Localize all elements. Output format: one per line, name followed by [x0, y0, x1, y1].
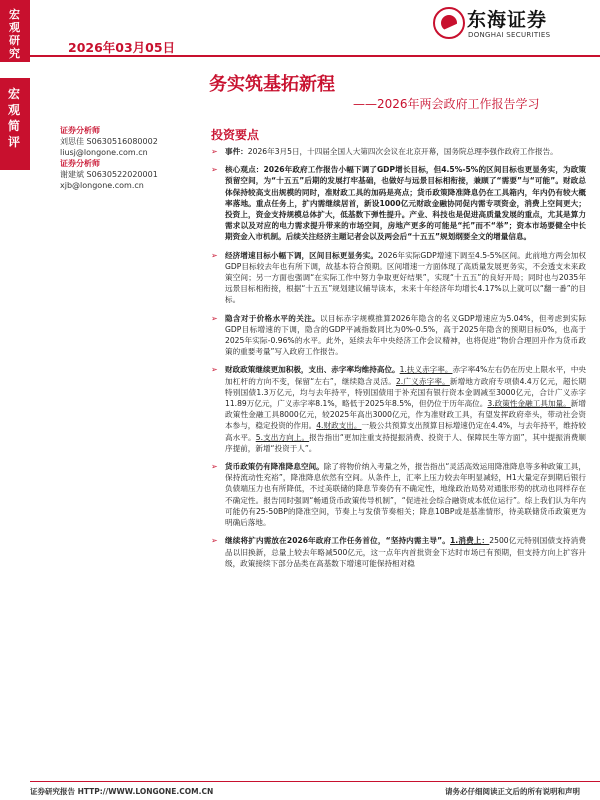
logo-mark-icon [433, 7, 465, 39]
paragraph-lead: 核心观点： [225, 165, 264, 175]
paragraph-lead: 隐含对于价格水平的关注。 [225, 313, 320, 323]
analyst-label: 证券分析师 [60, 126, 100, 135]
arrow-bullet-icon: ➢ [211, 536, 218, 546]
arrow-bullet-icon: ➢ [211, 250, 218, 260]
analyst-2 [60, 158, 200, 191]
paragraph-domestic-demand [211, 535, 586, 569]
analyst-name: 谢建斌 S0630522020001 [60, 170, 158, 179]
analyst-email[interactable]: liusj@longone.com.cn [60, 148, 148, 157]
side-label-main: 宏观简评 [8, 87, 21, 149]
paragraph-text: 以目标赤字规模推算2026年隐含的名义GDP增速应为5.04%，但考虑到实际GDP目标增速的下调，隐含的GDP平减指数同比为0%-0.5%，高于2025年隐含的预期目标0%，也高于2025年实际-0.96%的水平。此外，延续去年中央经济工作会议精神，也将促进“物价合理回升作为货币政策的重要考量”写入政府工作报告。 [225, 313, 586, 357]
paragraph-lead: 继续将扩内需放在2026年政府工作任务首位，“坚持内需主导”。 [225, 536, 451, 546]
arrow-bullet-icon: ➢ [211, 365, 218, 375]
paragraph-text: 2026年3月5日，十四届全国人大第四次会议在北京开幕，国务院总理李强作政府工作报告。 [247, 147, 558, 156]
paragraph-lead: 货币政策仍有降准降息空间。 [225, 462, 324, 472]
paragraph-text: 除了将物价纳入考量之外，报告指出“灵活高效运用降准降息等多种政策工具，保持流动性充裕”，降准降息依然有空间。从条件上，汇率上压力较去年明显减轻，H1大量定存到期后银行负债端压力也有所降低，不过美联储的降息节奏仍有不确定性，地缘政治局势对通胀形势的扰动也同样存在不确定性。报告同时强调“畅通货币政策传导机制”，“促进社会综合融资成本低位运行”。综上我们认为年内可能仍有25-50BP的降准空间，节奏上与发债节奏相关；降息10BP或是基准情形，待美联储货币政策更为明确后落地。 [225, 462, 586, 528]
paragraph-text: 2026年实际GDP增速下调至4.5-5%区间。此前地方两会加权GDP目标较去年也有所下调，故基本符合预期。区间增速一方面体现了高质量发展更务实，不会透支未来政策空间；另一方面也强调“在实际工作中努力争取更好结果”，实现“十五五”的良好开局；同时也与2035年远景目标相衔接，根据“十五五”规划建议辅导读本，未来十年经济年均增长4.17%以上就可以“翻一番”的目标。 [225, 250, 586, 305]
paragraph-monetary-policy [211, 461, 586, 528]
paragraph-lead: 事件： [225, 147, 248, 156]
logo-name-en: DONGHAI SECURITIES [468, 31, 551, 39]
item-label: 4.财政支出。 [316, 421, 362, 431]
footer-rule [30, 781, 600, 782]
arrow-bullet-icon: ➢ [211, 165, 218, 175]
item-label: 1.扶义赤字率。 [399, 365, 453, 375]
paragraph-fiscal-policy [211, 364, 586, 454]
header-rule [30, 55, 600, 57]
section-title: 投资要点 [211, 128, 260, 142]
paragraph-core-view [211, 164, 586, 242]
paragraph-event [211, 146, 586, 157]
item-label: 5.支出方向上。 [255, 432, 310, 442]
company-logo [433, 5, 593, 45]
arrow-bullet-icon: ➢ [211, 147, 218, 156]
analyst-label: 证券分析师 [60, 159, 100, 168]
analyst-email[interactable]: xjb@longone.com.cn [60, 181, 144, 190]
arrow-bullet-icon: ➢ [211, 462, 218, 472]
item-text: 报告指出“更加注重支持提振消费、投资于人、保障民生等方面”，其中提振消费顺序提前，新增“投资于人”。 [225, 432, 586, 453]
item-text: 赤字率4%左右仍在历史上限水平，中央加杠杆的方向不变，保留“左右”，继续隐含灵活。 [225, 365, 586, 386]
report-date: 2026年03月05日 [68, 40, 176, 55]
item-label: 3.政策性金融工具加量。 [487, 399, 571, 409]
analyst-block [60, 125, 200, 191]
paragraph-lead: 经济增速目标小幅下调，区间目标更显务实。 [225, 250, 379, 260]
footer-website[interactable]: 证券研究报告 HTTP://WWW.LONGONE.COM.CN [30, 787, 214, 796]
side-label-top: 宏观研究 [9, 8, 20, 60]
analyst-1 [60, 125, 200, 158]
item-label: 1.消费上： [450, 536, 490, 546]
paragraph-price-level [211, 313, 586, 358]
report-body [211, 146, 586, 780]
item-text: 新增地方政府专项债4.4万亿元，超长期特别国债1.3万亿元，均与去年持平，特别国债用于补充国有银行资本金调减至3000亿元，合计广义赤字11.89万亿元，广义赤字率8.1%，略低于2025年8.5%，但仍位于历年高位。 [225, 376, 586, 409]
item-text: 一般公共预算支出预算目标增速仍定在4.4%，与去年持平，维持较高水平。 [225, 421, 586, 442]
item-label: 2.广义赤字率。 [395, 376, 450, 386]
paragraph-lead: 财政政策继续更加积极，支出、赤字率均维持高位。 [225, 365, 400, 375]
report-title: 务实筑基拓新程 [209, 74, 335, 95]
paragraph-growth-target [211, 250, 586, 306]
analyst-name: 刘思佳 S0630516080002 [60, 137, 158, 146]
item-text: 新增政策性金融工具8000亿元，较2025年高出3000亿元，作为准财政工具，有望发挥政府牵头，带动社会资本参与，稳定投资的作用。 [225, 399, 586, 431]
logo-name-cn: 东海证券 [467, 9, 548, 31]
item-text: 2500亿元特别国债支持消费品以旧换新，总量上较去年略减500亿元，这一点年内首批资金下达时市场已有预期，但支持方向上扩容升级，政策接续下部分品类在高基数下增速可能保持相对稳 [225, 536, 586, 568]
arrow-bullet-icon: ➢ [211, 313, 218, 323]
report-subtitle: ——2026年两会政府工作报告学习 [353, 97, 540, 111]
paragraph-bold-body: 2026年政府工作报告小幅下调了GDP增长目标，但4.5%-5%的区间目标也更显务实，为政策预留空间，为“十五五”后期的发展打牢基础，也做好与远景目标相衔接，兼顾了“需要”与“可能”。财政总体保持较高支出规模的同时，准财政工具的加码是亮点；货币政策降准降息仍在工具箱内，年内仍有较大概率落地。重点任务上，扩内需继续居首，新设1000亿元财政金融协同促内需专项资金，消费上空间更大；投资上，资金支持规模总体扩大，低基数下弹性提升。产业、科技也是促进高质量发展的重点，尤其是算力需求以及对应的电力需求提升带来的市场空间，房地产更多的可能是“托”而不“举”；资本市场要健全中长期资金入市机制。后续关注经济主题记者会以及两会后“十五五”规划纲要全文的增量信息。 [225, 165, 586, 242]
footer-disclaimer: 请务必仔细阅读正文后的所有说明和声明 [445, 787, 580, 796]
